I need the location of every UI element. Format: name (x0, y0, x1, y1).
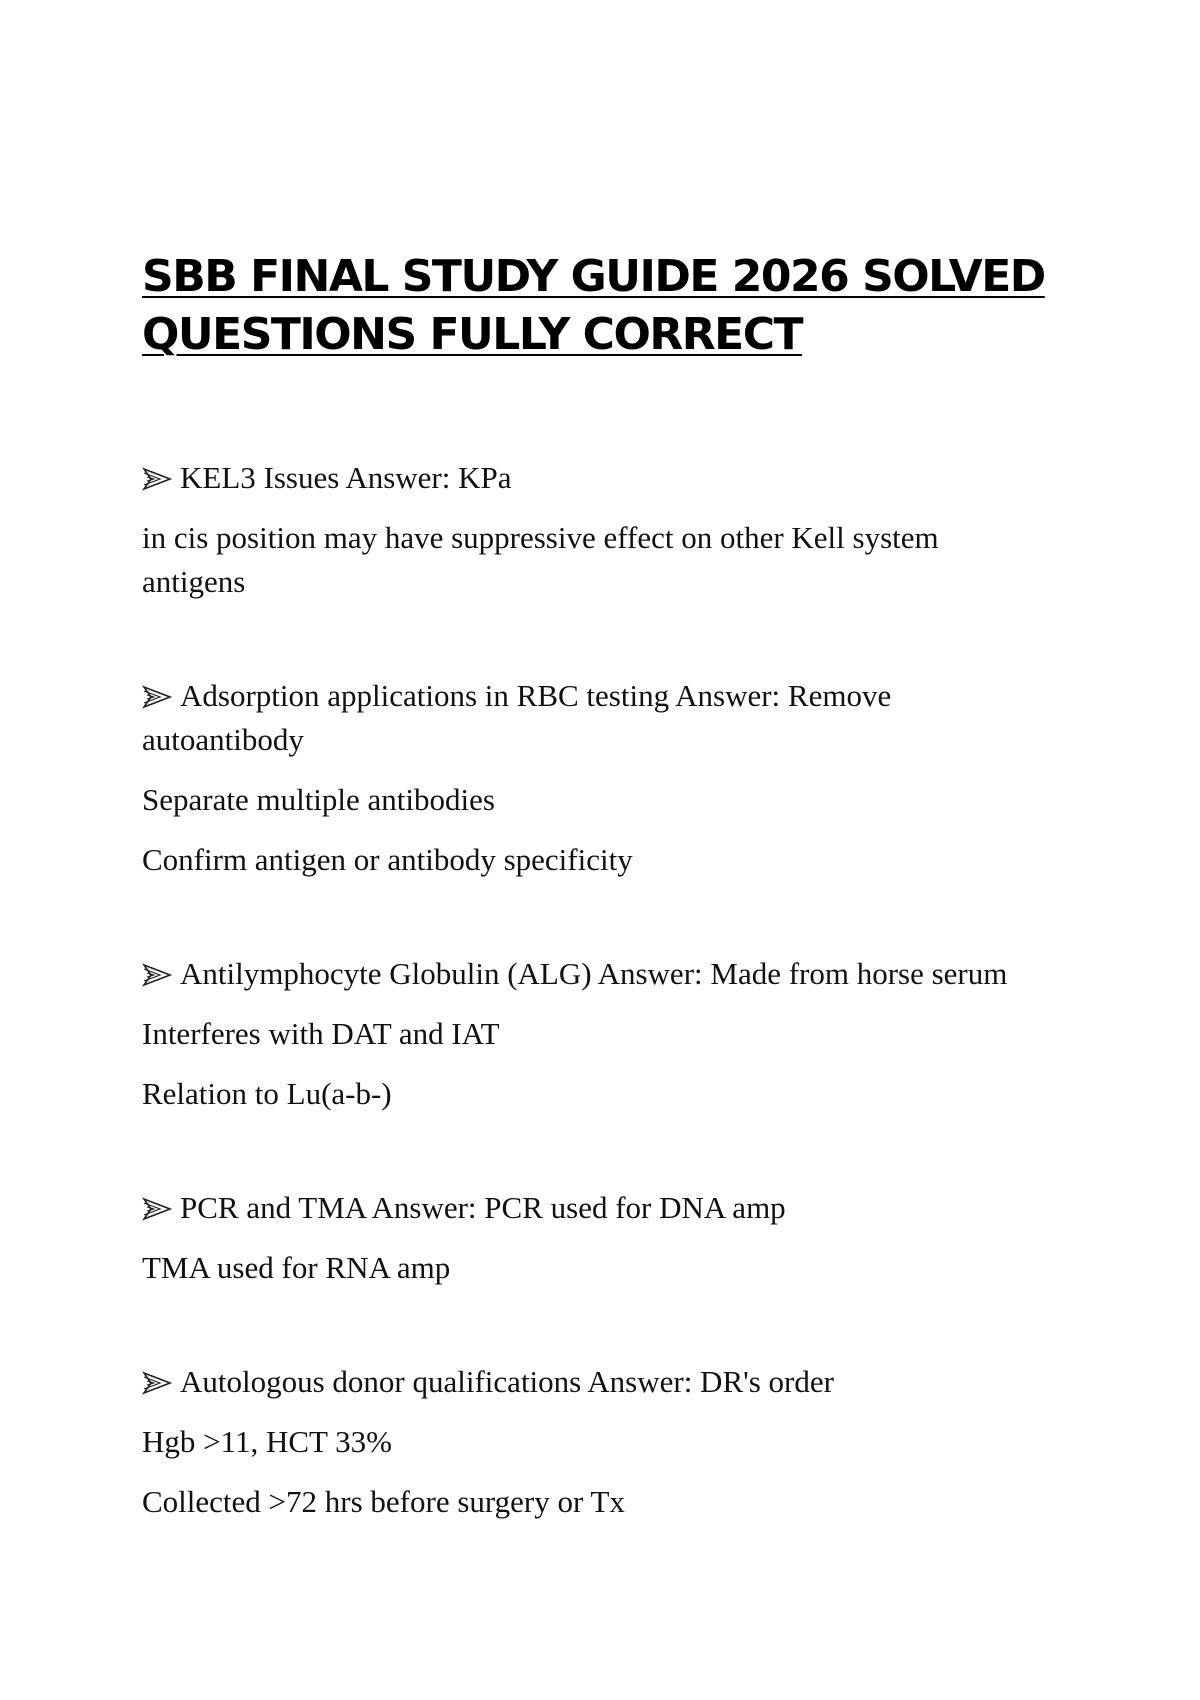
answer-line: Relation to Lu(a-b-) (142, 1076, 392, 1111)
arrowhead-bullet-icon (142, 1197, 172, 1221)
arrowhead-bullet-icon (142, 963, 172, 987)
answer-line: Separate multiple antibodies (142, 782, 495, 817)
question-text: KEL3 Issues Answer: KPa (180, 460, 512, 495)
question-line (142, 952, 1072, 996)
answer-line: Interferes with DAT and IAT (142, 1016, 500, 1051)
arrowhead-bullet-icon (142, 1371, 172, 1395)
document-title (142, 248, 1072, 364)
title-line-2: QUESTIONS FULLY CORRECT (142, 309, 803, 360)
qa-item (142, 674, 1072, 882)
question-text: Adsorption applications in RBC testing Answer: Remove autoantibody (142, 678, 892, 757)
answer-line: Collected >72 hrs before surgery or Tx (142, 1484, 625, 1519)
qa-item (142, 1360, 1072, 1524)
question-line (142, 1360, 1072, 1404)
question-line (142, 674, 942, 762)
qa-list (142, 456, 1072, 1524)
qa-item (142, 952, 1072, 1116)
question-text: Antilymphocyte Globulin (ALG) Answer: Made from horse serum (180, 956, 1008, 991)
answer-line: TMA used for RNA amp (142, 1250, 451, 1285)
question-text: PCR and TMA Answer: PCR used for DNA amp (180, 1190, 786, 1225)
question-line (142, 456, 1072, 500)
question-text: Autologous donor qualifications Answer: DR's order (180, 1364, 834, 1399)
document-page (142, 248, 1072, 1524)
title-line-1: SBB FINAL STUDY GUIDE 2026 SOLVED (142, 251, 1045, 302)
answer-line: Hgb >11, HCT 33% (142, 1424, 392, 1459)
answer-line: in cis position may have suppressive effect on other Kell system antigens (142, 520, 939, 599)
answer-line: Confirm antigen or antibody specificity (142, 842, 633, 877)
qa-item (142, 1186, 1072, 1290)
arrowhead-bullet-icon (142, 685, 172, 709)
question-line (142, 1186, 1072, 1230)
qa-item (142, 456, 1072, 604)
arrowhead-bullet-icon (142, 467, 172, 491)
